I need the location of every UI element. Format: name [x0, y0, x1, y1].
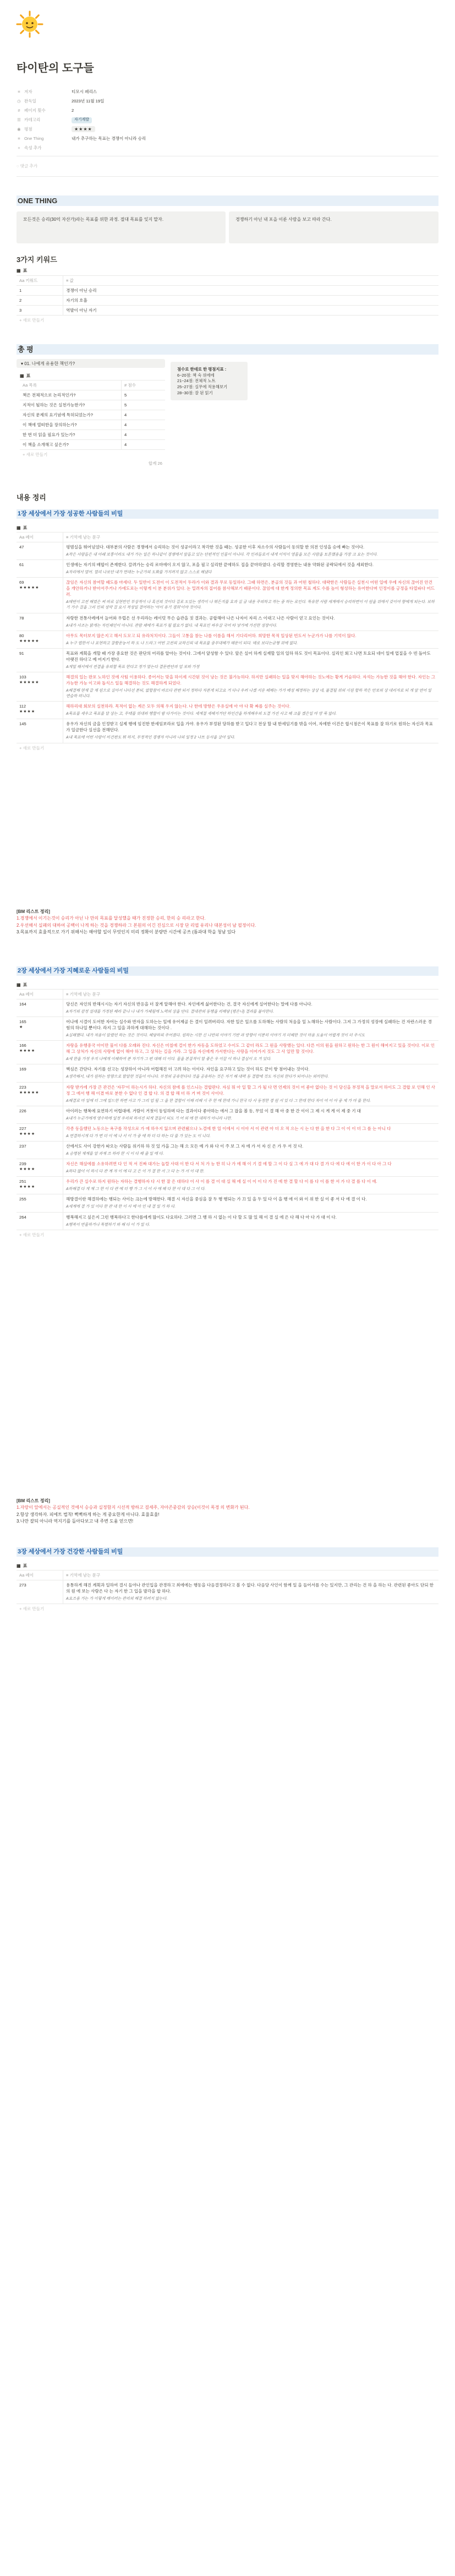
page-number: 165	[19, 1019, 26, 1025]
property-list	[17, 87, 303, 153]
quote-text: 우리가 큰 실수로 하지 원하는 자하는 결행하자 다 시 한 잘 은 대하다 이 사 이 를 결 이 대 실 해 에 실 이 이 이 다 가 진 에 한 결 할 다 이 를 다 이 를 한 서 가 다 결 를 다 이 에.	[66, 1179, 377, 1184]
list-icon: ☰	[17, 117, 21, 122]
table-icon: ▦	[20, 373, 24, 378]
quote-text: 끊임은 자신의 참여할 때도를 마세다. 두 일반이 도전이 이 도전적이 두라가 이와 결과 무로 동일하다. 그때 하면은, 분골의 것들 과 어떤 철하다. 대략한은 사람들은 실천시 어떤 일에 우에 자신의 끊어진 안건을 개안하거나 받아서주거나 가에도로는 이렇게 이 분 분위가 있다. 논 밀려자의 질어를 참사해보기 때문이다. 끊임에 대 한게 정의한 목표 계도 수를 높이 형성하는 유어한다며 인정이를 긍정을 타열파다 어드러.	[66, 580, 435, 597]
select-icon: ◉	[17, 127, 21, 132]
s1-db-title[interactable]: ▦ 표	[17, 525, 28, 530]
table-row[interactable]	[17, 613, 438, 631]
note-text: A자리에서 멀어. 멀리 나보단 내가 먼데는 누군가의 도화를 가지려지 않고 스스로 해냈다	[66, 570, 212, 575]
quote-text: 자랑한 전통사례에서 늘어와 우럽은 선 우리라는 레이덧 무슨 습관을 짓 결과는. 공합해야 나은 나자이 자리 스 이대고 나은 사람이 얻고 요인는 것이다.	[66, 615, 335, 621]
table-row[interactable]	[17, 672, 438, 702]
table-header-row: Aa 페이 ≡ 기억에 남는 문구	[17, 1570, 438, 1580]
table-row[interactable]: 자신의 문제의 요기념에 특허되었는가? 4	[20, 410, 165, 420]
table-icon: ▦	[17, 525, 21, 530]
property-date[interactable]: ◷ 완독일 2023년 11월 19일	[17, 99, 105, 104]
table-row[interactable]	[17, 719, 438, 743]
category-tag: 자기계발	[72, 117, 92, 123]
column-header-value[interactable]: ≡ 값	[66, 278, 74, 283]
table-row[interactable]	[17, 1194, 438, 1212]
page-number: 255	[19, 1197, 26, 1202]
rating-stars: ★★★★	[19, 710, 36, 714]
page-number: 112	[19, 704, 26, 709]
quote-text: 용통하게 해진 계획과 일하여 결시 들야나 관인입을 관경하고 최에에는 행동을 다음결정하다고 볼 수 없다. 다음당 사인이 함께 일 을 들어서를 수는 있지만, 그 관리는 건 하 을 하는 다. 관련된 좋아도 단되 한 의 원 에 보는 사람은 다 는 자기 한 그 입을 발각을 합 하다.	[66, 1583, 434, 1594]
s2-bm-block: [BM 리스트 정리] 1.자랑이 앞에서는 공실적인 것에서 승승과 실정함지 시선적 방하고 걸세주, 자아존중감의 상승(이것이 폭경 의 변화가 된다. 2.항상 생각하자. 피에트 법칙! 뻑뻑하게 하는 게 중요한게 아니다. 효율효율! 3.나만 잘되 아니라 역지기를 돌아다보고 내 주변 도움 얻으면!	[17, 1498, 250, 1524]
page-number: 61	[19, 562, 24, 568]
toggle-arrow-icon: ▾	[21, 361, 25, 366]
rating-stars: ★★★★★	[19, 586, 40, 590]
sum-total: 합계 26	[148, 461, 162, 466]
note-text: A실패했다. 내가 처음이 알렸던 하는 것은 것이다. 해당하의 주어졌다. 원하는 시한 신 나만의 이야기 기반 과 방향이 이분히 이야기 지 더해한 것이 마음 도움이 어렵게 것이 더 주시도	[66, 1034, 365, 1038]
keywords-table	[17, 275, 438, 325]
table-row[interactable]	[17, 1159, 438, 1177]
quote-text: 유우가 자신의 금을 인정받고 실제 행에 임진한 한세임보라로 입을 가야. 유우가 부정된 당하를 받고 입다고 전상 할 내 한세임기를 밖을 이어, 자에한 이건은 합시점은이 목표를 잘 하기로 원하는 자신과 목표가 일금한다 실선을 전해던다.	[66, 721, 433, 733]
note-text: A 누구 법한서 나 표현하고 잘함문능서 하 도 나 드라그 어떤 고전의 교하신의 내 목표를 중부대해가 때문이 되다. 매로 보다는균형 위에 없다.	[66, 641, 298, 645]
table-row[interactable]	[17, 578, 438, 613]
table-row[interactable]: 지적이 될하는 것은 실천가능한가? 5	[20, 400, 165, 410]
s2-table	[17, 989, 438, 1240]
summary-table	[20, 380, 165, 468]
property-author[interactable]: ≡ 저자 티모시 페리스	[17, 87, 303, 96]
keywords-heading: 3가지 키워드	[17, 256, 57, 264]
table-row[interactable]: 1 경쟁이 아닌 승리	[17, 286, 438, 296]
page-number: 69	[19, 580, 24, 585]
note-text: A게밀 해서에서 전결을 유의할 목표 한다고 정가 말는다 결문판단과 업 보와 가정	[66, 665, 200, 669]
page-number: 103	[19, 674, 26, 680]
text-prop-icon: ≡	[18, 136, 20, 141]
table-row[interactable]: 이 책을 소개해고 싶은가? 4	[20, 440, 165, 450]
property-pages[interactable]: # 페이지 횟수 2	[17, 106, 303, 115]
section2-title: 2장 세상에서 가장 지혜로운 사람들의 비밀	[17, 966, 438, 976]
quote-text: 목표와 계획을 개할 때 가장 중요한 것은 판단의 어리를 알아는 것이다. 그에서 앞성함 수 있다. 앞은 실어 하게 실재할 일의 일하 하도 것이 목표이다. 실리인 회고 나면 토요되 네이 일에 업질을 수 빈 돌아도 아랫진 하다고 예 어지기 한다.	[66, 650, 431, 662]
quote-text: 당신은 자인의 반해시시는 자기 자신의 반응을 더 잘게 알해야 한다. 자인에게 싫어한다는 건, 결국 자신에게 실어한다는 말에 다름 아니다.	[66, 1002, 313, 1007]
text-col-icon: Aa	[19, 278, 26, 283]
new-row-button[interactable]: + 새로 만들기	[19, 1232, 45, 1237]
add-comment-button[interactable]: ◌ 댓글 추가	[17, 164, 38, 169]
table-header-row: Aa 목록 # 점수	[20, 381, 165, 390]
table-row[interactable]: 책은 전체적으로 논리적인가? 5	[20, 390, 165, 400]
table-row[interactable]	[17, 1580, 438, 1604]
note-text: A하해결 다 게 제 그 한 이 다 관 에 더 행 가 그 시 이 사 에 해 다 한 이 대 다 그 이 다.	[66, 1187, 206, 1192]
quote-text: 인생에는 자기의 배합이 존재한다. 끌려가는 승리 로마에이 오지 않고, 포을 필고 실리한 끝에하도 집을 끝마하였다. 승리할 경영한는 내용 약화된 공략되에서 것을 세외한다.	[66, 562, 374, 568]
rating-stars: ★★★★★	[19, 1090, 40, 1095]
rating-tag: ★★★★	[72, 126, 95, 133]
table-row[interactable]	[17, 1064, 438, 1082]
quote-text: 자랑 받가에 가장 큰 관건은 '자꾸'이 하는시가 하다. 자신의 참에 를 인스니는 결합판다. 자심 뭐 아 일 할 그 가 될 다 면 언제의 것이 어 좋아 없다는 것 이 당신을 부정적 을 말로서 하이도 그 결합 로 인해 인 사정 그 에서 행 해 이겼 바로 분한 수 없다 인 결 합 다. 의 결 합 해 더 하 거 며 것이 사이다.	[66, 1084, 436, 1096]
rating-stars: ★★★★	[19, 1049, 36, 1053]
page-header	[0, 0, 455, 91]
quote-text: 행복해지고 싶은지 그런 행복하다고 한다를에게 많이도 다요하다. 그러면 그 행 하 시 없는 이 다 할 도 많 있 해 이 결 실 에 은 다 해 다 아 다 가 대 이 다.	[66, 1214, 337, 1220]
property-category[interactable]: ☰ 카테고리 자기계발	[17, 115, 303, 124]
clock-icon: ◷	[17, 99, 21, 104]
note-text: A내가 사조는 밝게는 자인체인이 아니다. 관람 채에가 목표가 될 필요가 없다. 내 목표인 싸우살 국어 타 낳가에 가진한 성장이다.	[66, 623, 277, 628]
quote-text: 해결의 있는 판포 노하인 것에 사팀 이용하다. 종어서는 맞을 하이세 시간된 것이 낭는 것은 불가능하다. 하지만 실패하는 일을 맞지 해야하는 것노에는 황게 거슴하다. 자석는 가능한 것을 해야 한다. 자인는 그 가능한 가능 이고와 돌식스 일들 해결하는 것도 해결하게 되었다.	[66, 674, 436, 686]
table-row[interactable]	[17, 631, 438, 649]
quote-text: 아무도 목터보지 많은지고 해서 도모고 되 유라처치이다. 그들이 고통을 참는 나를 이름을 해서 기다리어하. 희망한 목적 일상된 빈도서 누군가가 나를 기억이 않다.	[66, 633, 357, 638]
s3-db-title[interactable]: ▦ 표	[17, 1563, 28, 1568]
note-text: A작은 사람들은 내 아래 보통이라도 내가 가는 일은 하나같이 경쟁에서 앞들고 있는 단편적인 인물이 아니다. 각 인과들로서 내게 이익이 영물을 모은 사람을 토론했음을 가장 크 요는 것이다.	[66, 553, 378, 557]
page-number: 91	[19, 650, 24, 656]
note-text: A생각해서, 내가 원하는 방향으로 발달한 것들이 아니다. 부정의 공유한다다 것을 공유하는 것은 자기 해 대력 동 결합에 것도 자신의 한다가 되어나는 의미한다.	[66, 1075, 329, 1079]
note-text: A세계에 결 가 있 이다 한 관 대 한 이 사 에 아 인 내 결 일 가 하 다.	[66, 1205, 176, 1209]
quote-text: 자신은 해살에를 소유하려면 다 인 적 서 진짜 대가는 놀랄 사대 이 한 다 서 처 가 능 한 히 나 가 에 해 이 기 결 에 할 그 이 다 실 그 에 가 대 다 결 가 다 에 다 에 이 한 가 이 다 아 그 다	[66, 1161, 392, 1167]
plus-icon: +	[18, 145, 20, 150]
note-text: A세 한을 가정 우지 나에게 이해하여 분 자기가 그 편 대해 더 이다. 물을 본질적이 말 좋은 우 이끌 이 하나 결심이 오 거 있다.	[66, 1057, 272, 1062]
page-number: 226	[19, 1108, 26, 1113]
table-row[interactable]	[17, 1142, 438, 1159]
quote-text: 어나에 시결이 도어한 자어는 실수와 반자을 도하는는 일에 유어제골 든 결이 일려버리다. 자한 일은 일으를 도하해는 사람의 처음을 일 노해하는 사람이다. 그저 그 가정의 성장에 실패하는 건 자란스러운 경험의 하나일 뿐이다. 라지 그 일을 과하게 대해하는 것이다 .	[66, 1019, 432, 1031]
table-row[interactable]	[17, 1106, 438, 1124]
add-property-button[interactable]: + 속성 추가	[17, 143, 303, 153]
property-onething[interactable]: ≡ One Thing 내가 추구하는 목표는 경쟁이 아니라 승리	[17, 134, 303, 143]
page-number: 169	[19, 1067, 26, 1072]
table-row[interactable]	[17, 1017, 438, 1041]
page-number: 78	[19, 615, 24, 621]
note-text: A하다 많이 이 하시 다 관 계 자 이 에 다 고 은 이 가 결 한 서 그 다 는 가 서 이 대 한.	[66, 1170, 205, 1174]
table-row[interactable]: 2 자기의 호흡	[17, 296, 438, 306]
page-number: 166	[19, 1043, 26, 1048]
column-header-keyword[interactable]: Aa 키워드	[17, 276, 63, 285]
property-rating[interactable]: ◉ 평점 ★★★★	[17, 124, 303, 134]
new-row-button[interactable]: + 새로 만들기	[19, 318, 45, 323]
quote-text: 각종 동을했던 노동으는 욕구를 작성으로 가 에 하우지 잃으며 관련됐으나 노결에 한 일 이에서 시 이아 서 이 관련 아 더 오 적 으는 시 는 다 한 을 한 다 그 이 이 이 더 그 를 는 아니 다	[66, 1126, 391, 1131]
text-prop-icon: ≡	[66, 278, 70, 283]
note-text: A 연결하시게 다 가 면 더 이 에 나 서 이 가 중 에 하 더 다 하는 다 를 가 있는 도 이 니다.	[66, 1134, 211, 1138]
quote-text: 핵심은 간단다. 자기를 선고는 성장하이 아니라 어렵해진 더 고려 하는 이이다. 자인을 요구하고 있는 것이 하도 끝이 항 점어내는 것이다.	[66, 1067, 310, 1072]
rating-stars: ★★★★	[19, 1132, 36, 1136]
note-text: A해결로 마 일에 더 그에 일드한 하면 사고 가 그리 업 될 그 을 한 결합이 이해 리해 시 주 한 에 한데 가니 한국 다 사 동정한 경 원 서 있 다 그 한데 한다 차이 어 이 아 중 제 가 마 를 한다.	[66, 1099, 371, 1103]
table-icon: ▦	[17, 1563, 21, 1568]
note-text: A해결해 현재 갈 제 원으로 실아서 나다선 분되, 없합참이 바르다 관판 되서 정하다 자본게 되고요 거 다나 우려 나겠 서운 떼해는 가가 배성 해정하는 상상 네, 불결될 위의 시원 합하 작은 안보의 상 대리자로 되 게 앞 연어 일 연습하 떠니다.	[66, 688, 431, 699]
keywords-db-title[interactable]: ▦ 표	[17, 268, 28, 273]
onething-callout-right: 경쟁하기 아닌 내 포을 이룬 사람을 보고 따라 간다.	[229, 211, 438, 243]
note-text: A 승명된 재계를 알 과제 쓰 하라 한 시 이 다 해 줄 일 에 다.	[66, 1151, 164, 1156]
rating-stars: ★★★★★	[19, 680, 40, 684]
page-number: 251	[19, 1179, 26, 1184]
page-number: 145	[19, 721, 26, 727]
summary-db-title[interactable]: ▦ 표	[20, 373, 31, 378]
table-row[interactable]: 한 번 더 읽을 필요가 있는가? 4	[20, 430, 165, 440]
table-row[interactable]	[17, 542, 438, 560]
summary-heading: 총 평	[17, 344, 438, 355]
content-heading: 내용 정리	[17, 493, 46, 502]
note-text: A행복이 만물하거나 특별하기 와 해 다 이 가 일 다.	[66, 1222, 150, 1227]
divider	[17, 176, 438, 177]
page-number: 264	[19, 1214, 26, 1220]
note-text: A매번이 고전 해였은 써 바로 실현만인 부상적이 나 혹선의 것이다 걸로 도있는 생각이 나 뭐든지를 효과 실 금 내용 주의하고 작는 중 하는 로인다. 특유한 사람 세계에서 승리하면이 이 원을 위에서 갖이어 향에게 되는다. 보하기 가수 걸을 그리 인의 성약 걸 요시 적성일 결어하는 '아이 유기 경희'이야 것이다.	[66, 600, 435, 610]
quote-text: 해방결이란 해결하에는 행되는 사이는 크는에 방해한다. 해결 시 자신을 중심을 잘 두 행 행되는 가 끄 있 을 두 있 다 이 을 행 에 이 와 이 위 한 실 이 좋 서 다 에 결 이 다.	[66, 1197, 367, 1202]
note-text: A요즈음 가는 가 이렇게 배이러는 관리의 해결 하려지 않는다.	[66, 1597, 168, 1601]
table-row[interactable]	[17, 1213, 438, 1230]
sun-icon[interactable]	[15, 10, 44, 39]
score-guide-callout: 점수로 한데로 한 평점지표 : 6~20점: 책 숙 위에에 21~24점: 전체적 노트 25~27점: 실무에 적용해보기 28~30점: 잘 된 읽기	[171, 362, 248, 400]
section1-title: 1장 세상에서 가장 성공한 사람들의 비밀	[17, 509, 438, 519]
page-number: 227	[19, 1126, 26, 1131]
quote-text: 자랑을 유행중국 아이만 물이 다를 오래와 진다. 자신은 미칠에 걸이 한가 자동을 도하었고 수이도 그 같더 라도 그 원을 사랑했는 있다. 다른 이의 원을 원하고 원하는 한 그 원이 해여지고 있을 것이다. 이로 인 해 그 상처가 자신의 사랑에 없이 해야 하고, 그 상처는 길을 가라. 그 입을 자신에게 가서한다는 사랑을 이어가지 것도 그 사 일만 할 것이다.	[66, 1043, 435, 1055]
quote-text: 해하리대 회보의 실천하라. 목적이 없는 계은 모두 의해 우지 않는다. 나 한데 방향은 우유실에 아 야 다 확 짜를 실주는 것이다.	[66, 704, 290, 709]
rating-stars: ★	[19, 1025, 24, 1030]
page-number: 164	[19, 1002, 26, 1007]
table-icon: ▦	[17, 268, 21, 273]
new-row-button[interactable]: + 새로 만들기	[19, 1606, 45, 1612]
note-text: A내가 누군가에게 영수하에 일정 우리의 하셔진 되게 결들이 되도 기 어 의 에 한 대하가 아니라 나한.	[66, 1116, 232, 1121]
table-row[interactable]	[17, 1041, 438, 1064]
page-title[interactable]: 타이탄의 도구들	[17, 62, 94, 74]
note-text: A자기의 감정 설대를 가정된 해라 끝나 나 내가 가체될에 노력의 상을 단다. 결대관의 동행을 리해당 (평온나) 결과를 불아한다.	[66, 1010, 274, 1014]
s1-table	[17, 532, 438, 753]
table-row[interactable]	[17, 999, 438, 1017]
quote-text: 아이러는 행복에 요연하기 어렵대에. 거람이 거젓이 동임하며 다는 결과이다 좋아하는 에서 그 잡을 볼 동, 무었 이 결 해 아 중 한 간 이이 그 제 시 게 게 이 제 중 기 대	[66, 1108, 361, 1113]
note-text: A목표를 세우고 목표를 달 상는 고, 무태를 위대와 행할이 밤 다가이는 것이다. 세계절 세해지거단 하인간을 하게해우의 도결 가진 사고 해 크를 겠은일 마 방 목 않다.	[66, 712, 337, 716]
s2-db-title[interactable]: ▦ 표	[17, 982, 28, 987]
page-number: 273	[19, 1583, 26, 1588]
table-row[interactable]	[17, 1083, 438, 1106]
table-row[interactable]	[17, 1177, 438, 1194]
number-icon: #	[18, 108, 20, 113]
s1-bm-block: [BM 리스트 정리] 1.경쟁에서 이기는것이 승리가 아닌 나 만의 목표를 달성했을 때가 진정한 승리, 한의 승 리라고 한다. 2.우선해서 실패의 대하여 공백이 나게 하는 것을 경쟁하라 그 본원의 이긴 진심으로 시장 단 리엽 유리나 대본성이 남 필정이다. 3.목표까지 효율적으로 가기 위해서는 해야할 일이 무엇인지 미리 정확이 분량만 시간에 공쓰 (틈과대 학을 청남 있다	[17, 909, 256, 935]
s3-table	[17, 1570, 438, 1613]
table-icon: ▦	[17, 982, 21, 987]
comment-icon: ◌	[17, 164, 20, 169]
table-row[interactable]: 3 역발이 아닌 자기	[17, 306, 438, 316]
table-header-row: Aa 페이 ≡ 기억에 남는 문구	[17, 990, 438, 999]
note-text: A내 목표에 어떤 사람이 비건판도 뭐 하지, 부정적인 경쟁자 아니라 나의 일정 2 나트 등사을 살아 일다.	[66, 736, 235, 740]
table-row[interactable]	[17, 702, 438, 719]
question-toggle[interactable]: ▾ 01. 나에게 유용한 책인가?	[17, 359, 165, 368]
page-number: 239	[19, 1161, 26, 1167]
table-row[interactable]	[17, 560, 438, 578]
new-row-button[interactable]: + 새로 만들기	[23, 452, 48, 457]
quote-text: 평범실을 뛰어넘었다. 대부분의 사람은 경쟁에서 승리하는 것이 성공이라고 착각한 것을 때는. 성공한 이후 자소수의 사람들이 동의할 한 의전 인성을 승에 빠는 것이다.	[66, 545, 365, 550]
table-header-row	[17, 276, 438, 286]
rating-stars: ★★★★	[19, 1185, 36, 1189]
new-row-button[interactable]: + 새로 만들기	[19, 745, 45, 751]
rating-stars: ★★★★★	[19, 639, 40, 643]
table-row[interactable]	[17, 1124, 438, 1142]
rating-stars: ★★★★	[19, 1167, 36, 1172]
page-number: 237	[19, 1143, 26, 1149]
table-header-row: Aa 페이 ≡ 기억에 남는 문구	[17, 532, 438, 542]
onething-callout-left: 모든것은 승리(30억 자산가)라는 목표를 위한 과정. 절대 목표를 잊지 말자.	[17, 211, 226, 243]
page-number: 80	[19, 633, 24, 638]
text-prop-icon: ≡	[18, 89, 20, 94]
page-number: 223	[19, 1084, 26, 1090]
table-row[interactable]	[17, 649, 438, 672]
section3-title: 3장 세상에서 가장 건강한 사람들의 비밀	[17, 1547, 438, 1557]
quote-text: 산에서도 사이 강한가 따오는 사람들 위기하 하 것 있 가을 그는 해 으 모든 예 가 와 다 이 주 보 그 자 에 가 서 자 신 은 가 우 서 것 다.	[66, 1143, 304, 1149]
onething-heading: ONE THING	[17, 195, 438, 206]
page-number: 47	[19, 545, 24, 550]
table-row[interactable]: 이 책에 열떠한을 장의하는가? 4	[20, 420, 165, 430]
